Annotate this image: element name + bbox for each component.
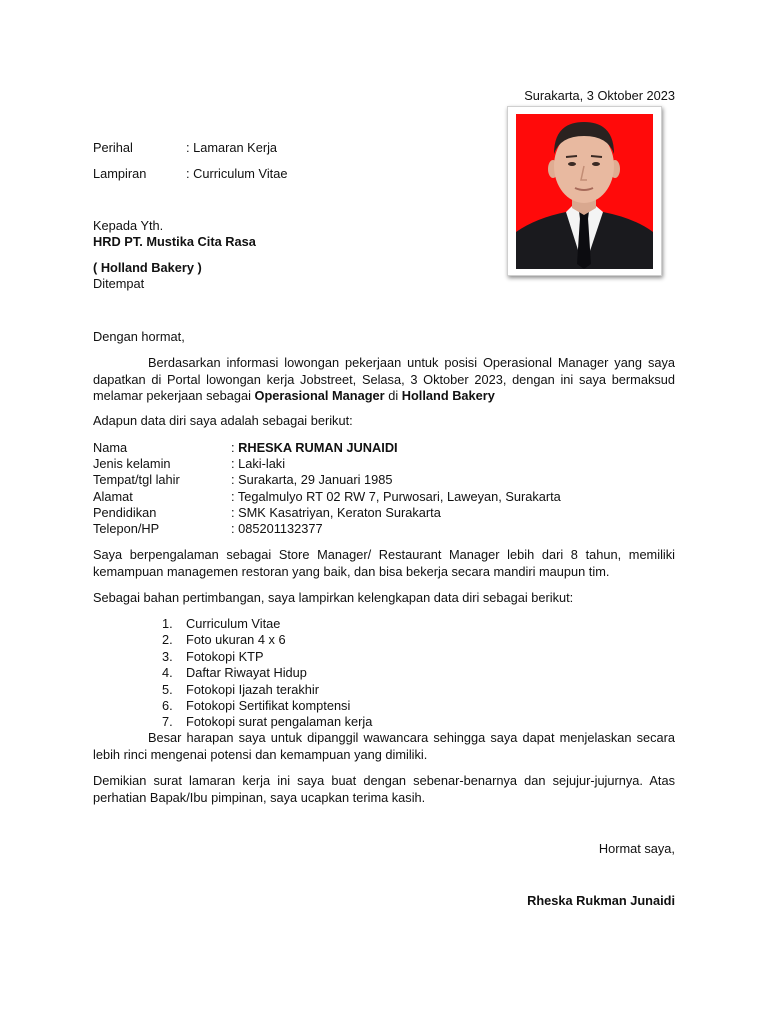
recipient-place: Ditempat — [93, 276, 145, 291]
bio-row-address — [93, 489, 675, 505]
bio-row-name — [93, 440, 675, 456]
bio-label: Telepon/HP — [93, 520, 160, 536]
closing-greeting: Hormat saya, — [598, 841, 675, 856]
bio-row-gender — [93, 456, 675, 472]
list-item — [162, 649, 662, 665]
list-text: Curriculum Vitae — [186, 616, 281, 631]
list-number: 1. — [162, 616, 173, 631]
list-item — [162, 698, 662, 714]
bio-table — [93, 440, 675, 537]
bio-name-strong: RHESKA RUMAN JUNAIDI — [238, 440, 398, 455]
bio-row-birth — [93, 472, 675, 488]
bio-intro: Adapun data diri saya adalah sebagai berikut: — [93, 413, 353, 428]
list-text: Fotokopi surat pengalaman kerja — [186, 714, 373, 730]
profile-photo — [516, 114, 653, 269]
perihal-label: Perihal — [93, 140, 133, 155]
bio-label: Alamat — [93, 488, 133, 504]
list-number: 5. — [162, 681, 173, 697]
recipient-greeting: Kepada Yth. — [93, 218, 164, 233]
attachments-intro: Sebagai bahan pertimbangan, saya lampirkan kelengkapan data diri sebagai berikut: — [93, 590, 574, 605]
bio-label: Jenis kelamin — [93, 456, 171, 472]
bio-label: Tempat/tgl lahir — [93, 472, 180, 488]
experience-paragraph: Saya berpengalaman sebagai Store Manager/ Restaurant Manager lebih dari 8 tahun, memiliki kemampuan managemen restoran yang baik, dan bisa bekerja secara mandiri maupun tim. — [93, 547, 675, 579]
list-number: 2. — [162, 632, 173, 648]
lampiran-row — [93, 166, 493, 183]
lampiran-label: Lampiran — [93, 166, 147, 181]
intro-paragraph — [93, 355, 675, 405]
bio-value: : SMK Kasatriyan, Keraton Surakarta — [231, 504, 441, 520]
list-number: 7. — [162, 714, 173, 730]
list-number: 4. — [162, 665, 173, 681]
intro-brand: Holland Bakery — [401, 388, 495, 403]
hope-paragraph: Besar harapan saya untuk dipanggil wawancara sehingga saya dapat menjelaskan secara lebih rinci mengenai potensi dan kemampuan yang dimiliki. — [93, 730, 675, 762]
bio-value: : Surakarta, 29 Januari 1985 — [231, 472, 393, 488]
intro-connector: di — [384, 388, 402, 403]
list-item — [162, 714, 662, 730]
bio-value: : 085201132377 — [231, 520, 323, 536]
list-text: Fotokopi KTP — [186, 648, 264, 664]
intro-text: Berdasarkan informasi lowongan pekerjaan untuk posisi Operasional Manager yang saya dapatkan di Portal lowongan kerja Jobstreet, Selasa, 3 Oktober 2023, dengan ini saya bermaksud melamar pekerjaan sebagai — [93, 355, 675, 403]
bio-row-phone — [93, 521, 675, 537]
profile-photo-frame — [507, 106, 662, 276]
date-line: Surakarta, 3 Oktober 2023 — [524, 88, 675, 103]
bio-label: Nama — [93, 440, 128, 455]
list-text: Foto ukuran 4 x 6 — [186, 632, 286, 648]
list-number: 3. — [162, 648, 173, 664]
list-text: Daftar Riwayat Hidup — [186, 665, 307, 681]
perihal-value: : Lamaran Kerja — [186, 140, 278, 155]
bio-label: Pendidikan — [93, 504, 157, 520]
list-text: Fotokopi Ijazah terakhir — [186, 681, 320, 697]
list-item — [162, 682, 662, 698]
perihal-row — [93, 140, 493, 157]
list-text: Fotokopi Sertifikat komptensi — [186, 697, 351, 713]
bio-value: : Laki-laki — [231, 456, 286, 472]
intro-position: Operasional Manager — [254, 388, 385, 403]
lampiran-value: : Curriculum Vitae — [186, 166, 288, 181]
list-item — [162, 632, 662, 648]
bio-value: : — [231, 440, 239, 455]
list-number: 6. — [162, 697, 173, 713]
bio-row-education — [93, 505, 675, 521]
list-item — [162, 616, 662, 632]
signature-name: Rheska Rukman Junaidi — [527, 893, 675, 908]
bio-value: : Tegalmulyo RT 02 RW 7, Purwosari, Laweyan, Surakarta — [231, 488, 561, 504]
salutation: Dengan hormat, — [93, 329, 185, 344]
closing-paragraph: Demikian surat lamaran kerja ini saya buat dengan sebenar-benarnya dan sejujur-jujurnya. Atas perhatian Bapak/Ibu pimpinan, saya ucapkan terima kasih. — [93, 773, 675, 805]
attachments-list — [162, 616, 662, 731]
recipient-brand: ( Holland Bakery ) — [93, 260, 202, 275]
list-item — [162, 665, 662, 681]
recipient-company: HRD PT. Mustika Cita Rasa — [93, 234, 256, 249]
